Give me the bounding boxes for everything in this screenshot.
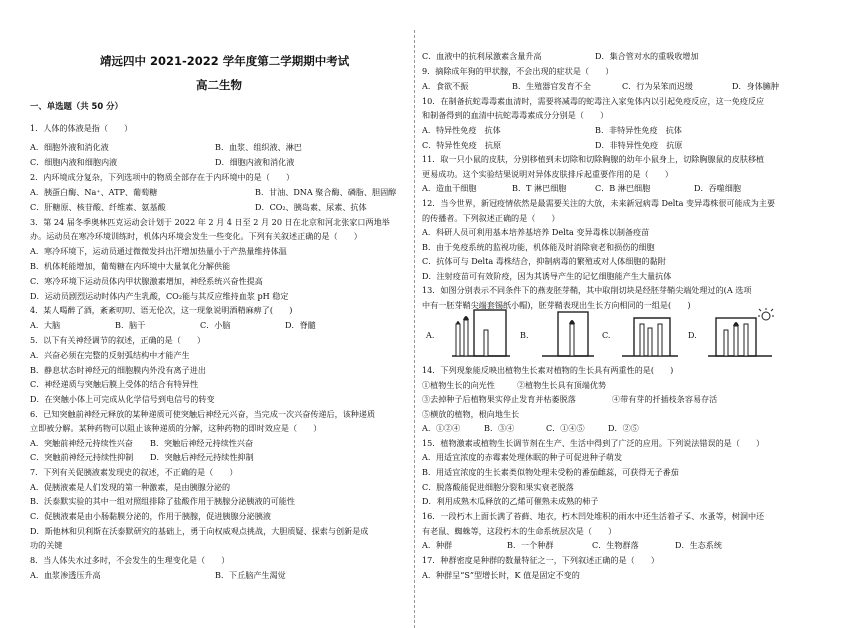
text-line: 9．摘除成年狗的甲状腺，不会出现的症状是（ ） bbox=[422, 66, 614, 76]
text-line: 17．种群密度是种群的数量特征之一，下列叙述正确的是（ ） bbox=[422, 555, 659, 565]
answer-option: C．肝糖原、核苷酸、纤维素、氨基酸 bbox=[30, 202, 166, 212]
text-line: A．种群呈“S”型增长时，K 值是固定不变的 bbox=[422, 570, 580, 580]
exam-subject: 高二生物 bbox=[196, 78, 242, 92]
answer-option: C．①④⑤ bbox=[546, 423, 585, 433]
answer-option: B．一个种群 bbox=[507, 540, 554, 550]
text-line: 15．植物激素或植物生长调节剂在生产、生活中得到了广泛的应用。下列说法错误的是（ ） bbox=[422, 438, 765, 448]
text-line: 4．某人喝醉了酒，紊紊叨叨、语无伦次，这一现象说明酒精麻痹了( ) bbox=[30, 305, 293, 315]
answer-option: D．细胞内液和消化液 bbox=[215, 157, 295, 167]
text-line: C．抗体可与 Delta 毒株结合，抑制病毒的繁殖或对人体细胞的黏附 bbox=[422, 256, 666, 266]
text-line: C．促胰液素是由小肠黏膜分泌的，作用于胰腺，促进胰腺分泌胰液 bbox=[30, 511, 271, 521]
answer-option: C．生物群落 bbox=[592, 540, 639, 550]
text-line: 12．当今世界，新冠疫情依然是最需要关注的大放，未来新冠病毒 Delta 变异毒株很可能成为主要 bbox=[422, 198, 776, 208]
answer-option: A．特异性免疫 抗体 bbox=[422, 125, 501, 135]
figure-label-b: B. bbox=[520, 330, 529, 340]
answer-option: ③去掉种子后植物果实停止发育并枯萎脱落 bbox=[422, 394, 576, 404]
text-line: 5．以下有关神经调节的叙述，正确的是（ ） bbox=[30, 335, 206, 345]
answer-option: A．种群 bbox=[422, 540, 453, 550]
text-line: 11．取一只小鼠的皮肤，分别移植到未切除和切除胸腺的幼年小鼠身上，切除胸腺鼠的皮肤移植 bbox=[422, 154, 765, 164]
figure-label-d: D. bbox=[688, 330, 697, 340]
text-line: 有老鼠、蜘蛛等，这段朽木的生命系统层次是（ ） bbox=[422, 526, 617, 536]
text-line: 2．内环境成分复杂，下列选项中的物质全部存在于内环境中的是（ ） bbox=[30, 172, 295, 182]
answer-option: D．吞噬细胞 bbox=[694, 183, 741, 193]
section-heading: 一、单选题（共 50 分） bbox=[30, 101, 123, 111]
answer-option: ②植物生长具有顶端优势 bbox=[517, 380, 607, 390]
text-line: D．斯他林和贝利斯在沃泰默研究的基础上，勇于向权威观点挑战，大胆质疑、探索与创新是成 bbox=[30, 526, 369, 536]
answer-option: ④带有芽的扦插枝条容易存活 bbox=[612, 394, 718, 404]
text-line: B．沃泰默实验的其中一组对照组排除了盐酸作用于胰腺分泌胰液的可能性 bbox=[30, 496, 295, 506]
answer-option: C．B 淋巴细胞 bbox=[595, 183, 651, 193]
coleoptile-figure-b bbox=[540, 308, 596, 358]
answer-option: C．血液中的抗利尿激素含量升高 bbox=[422, 51, 542, 61]
answer-option: B．③④ bbox=[484, 423, 515, 433]
text-line: A．科研人员可利用基本培养基培养 Delta 变异毒株以制备疫苗 bbox=[422, 227, 650, 237]
answer-option: D．突触后神经元持续性抑制 bbox=[150, 452, 254, 462]
text-line: 更易成功。这个实验结果说明对异体皮肤排斥起重要作用的是（ ） bbox=[422, 169, 673, 179]
q13-figure-row bbox=[422, 308, 830, 362]
figure-label-c: C. bbox=[602, 330, 611, 340]
answer-option: D．脊髓 bbox=[285, 320, 316, 330]
answer-option: A．①②④ bbox=[422, 423, 461, 433]
answer-option: A．食欲不振 bbox=[422, 81, 469, 91]
answer-option: B．血浆、组织液、淋巴 bbox=[215, 142, 302, 152]
text-line: 和制备得到的血清中抗蛇毒毒素成分分别是（ ） bbox=[422, 110, 609, 120]
text-line: D．注射疫苗可有效阶疫，因为其诱导产生的记忆细胞能产生大量抗体 bbox=[422, 271, 672, 281]
text-line: 8．当人体失水过多时，不会发生的生理变化是（ ） bbox=[30, 555, 230, 565]
text-line: C．神经递质与突触后膜上受体的结合有特异性 bbox=[30, 379, 199, 389]
answer-option: D．②⑤ bbox=[608, 423, 639, 433]
answer-option: A．细胞外液和消化液 bbox=[30, 142, 109, 152]
answer-option: B．非特异性免疫 抗体 bbox=[595, 125, 682, 135]
answer-option: B．T 淋巴细胞 bbox=[512, 183, 567, 193]
answer-option: B．甘油、DNA 聚合酶、磷脂、胆固醇 bbox=[255, 187, 397, 197]
text-line: D．利用成熟木瓜释放的乙烯可催熟未成熟的柿子 bbox=[422, 496, 599, 506]
answer-option: D．CO₂、胰岛素、尿素、抗体 bbox=[255, 202, 367, 212]
answer-option: B．突触后神经元持续性兴奋 bbox=[150, 438, 254, 448]
text-line: 1．人体的体液是指（ ） bbox=[30, 123, 133, 133]
text-line: C．脱落酸能促进细胞分裂和果实衰老脱落 bbox=[422, 482, 574, 492]
figure-label-a: A. bbox=[426, 330, 435, 340]
text-line: 16．一段朽木上面长满了苔藓、地衣，朽木凹处堆积的雨水中还生活着孑孓、水蚤等，树洞中还 bbox=[422, 511, 765, 521]
answer-option: B．生殖器官发育不全 bbox=[512, 81, 591, 91]
coleoptile-figure-d bbox=[706, 308, 776, 358]
answer-option: A．血浆渗透压升高 bbox=[30, 570, 101, 580]
text-line: ⑤横放的植物，根向地生长 bbox=[422, 409, 520, 419]
text-line: B．静息状态时神经元的细胞膜内外没有离子进出 bbox=[30, 365, 206, 375]
text-line: A．促胰液素是人们发现的第一种激素，是由胰腺分泌的 bbox=[30, 482, 231, 492]
answer-option: D．身体臃肿 bbox=[732, 81, 779, 91]
text-line: C．寒冷环境下运动员体内甲状腺激素增加，神经系统兴奋性提高 bbox=[30, 276, 263, 286]
text-line: A．兴奋必须在完整的反射弧结构中才能产生 bbox=[30, 350, 190, 360]
text-line: D．运动员剧烈运动时体内产生乳酸，CO₂能与其反应维持血浆 pH 稳定 bbox=[30, 291, 289, 301]
text-line: 6．已知突触前神经元释放的某种递质可使突触后神经元兴奋，当完成一次兴奋传递后，该种递质 bbox=[30, 409, 376, 419]
text-line: 办。运动员在寒冷环境训练时，机体内环境会发生一些变化。下列有关叙述正确的是（ ） bbox=[30, 231, 362, 241]
answer-option: B．脑干 bbox=[115, 320, 146, 330]
answer-option: C．小脑 bbox=[200, 320, 231, 330]
answer-option: C．突触前神经元持续性抑制 bbox=[30, 452, 134, 462]
answer-option: A．胰蛋白酶、Na⁺、ATP、葡萄糖 bbox=[30, 187, 158, 197]
text-line: 3．第 24 届冬季奥林匹克运动会计划于 2022 年 2 月 4 日至 2 月 20 日在北京和河北张家口两地举 bbox=[30, 217, 390, 227]
coleoptile-figure-a bbox=[450, 308, 512, 358]
text-line: 10．在制备抗蛇毒毒素血清时，需要将减毒的蛇毒注入家兔体内以引起免疫反应，这一免疫反应 bbox=[422, 96, 765, 106]
text-line: D．在突触小体上可完成从化学信号到电信号的转变 bbox=[30, 394, 215, 404]
text-line: 7．下列有关促胰液素发现史的叙述，不正确的是（ ） bbox=[30, 467, 238, 477]
text-line: A．用适宜浓度的赤霉素处理休眠的种子可促进种子萌发 bbox=[422, 452, 623, 462]
text-line: 14．下列现象能反映出植物生长素对植物的生长具有两重性的是( ) bbox=[422, 365, 674, 375]
text-line: B．由于免疫系统的监视功能，机体能及时消除衰老和损伤的细胞 bbox=[422, 242, 655, 252]
text-line: 13．如图分别表示不同条件下的燕麦胚芽鞘，其中取削切块是经胚芽鞘尖端处理过的(A 选项 bbox=[422, 285, 752, 295]
answer-option: C．特异性免疫 抗原 bbox=[422, 140, 502, 150]
answer-option: C．行为呆笨而迟缓 bbox=[622, 81, 693, 91]
exam-title: 靖远四中 2021-2022 学年度第二学期期中考试 bbox=[100, 54, 350, 68]
text-line: A．寒冷环境下，运动员通过微微发抖出汗增加热量小于产热量维持体温 bbox=[30, 246, 287, 256]
text-line: 中有一胚芽鞘尖端套锡纸小帽)，胚芽鞘表现出生长方向相同的一组是( ) bbox=[422, 300, 691, 310]
answer-option: D．集合管对水的重吸收增加 bbox=[595, 51, 699, 61]
column-divider bbox=[414, 30, 415, 628]
text-line: 的传播者。下列叙述正确的是（ ） bbox=[422, 213, 560, 223]
text-line: 功的关键 bbox=[30, 540, 63, 550]
answer-option: D．非特异性免疫 抗原 bbox=[595, 140, 683, 150]
text-line: B．用适宜浓度的生长素类似物处理未受粉的番茄雌蕊，可获得无子番茄 bbox=[422, 467, 679, 477]
answer-option: A．大脑 bbox=[30, 320, 61, 330]
text-line: 立即被分解。某种药物可以阻止该种递质的分解，这种药物的即时效应是（ ） bbox=[30, 423, 322, 433]
answer-option: A．突触前神经元持续性兴奋 bbox=[30, 438, 133, 448]
answer-option: B．下丘脑产生渴觉 bbox=[215, 570, 286, 580]
answer-option: ①植物生长的向光性 bbox=[422, 380, 495, 390]
text-line: B．机体耗能增加，葡萄糖在内环境中大量氧化分解供能 bbox=[30, 261, 231, 271]
answer-option: A．造血干细胞 bbox=[422, 183, 477, 193]
answer-option: C．细胞内液和细胞内液 bbox=[30, 157, 118, 167]
answer-option: D．生态系统 bbox=[675, 540, 722, 550]
coleoptile-figure-c bbox=[620, 308, 680, 358]
